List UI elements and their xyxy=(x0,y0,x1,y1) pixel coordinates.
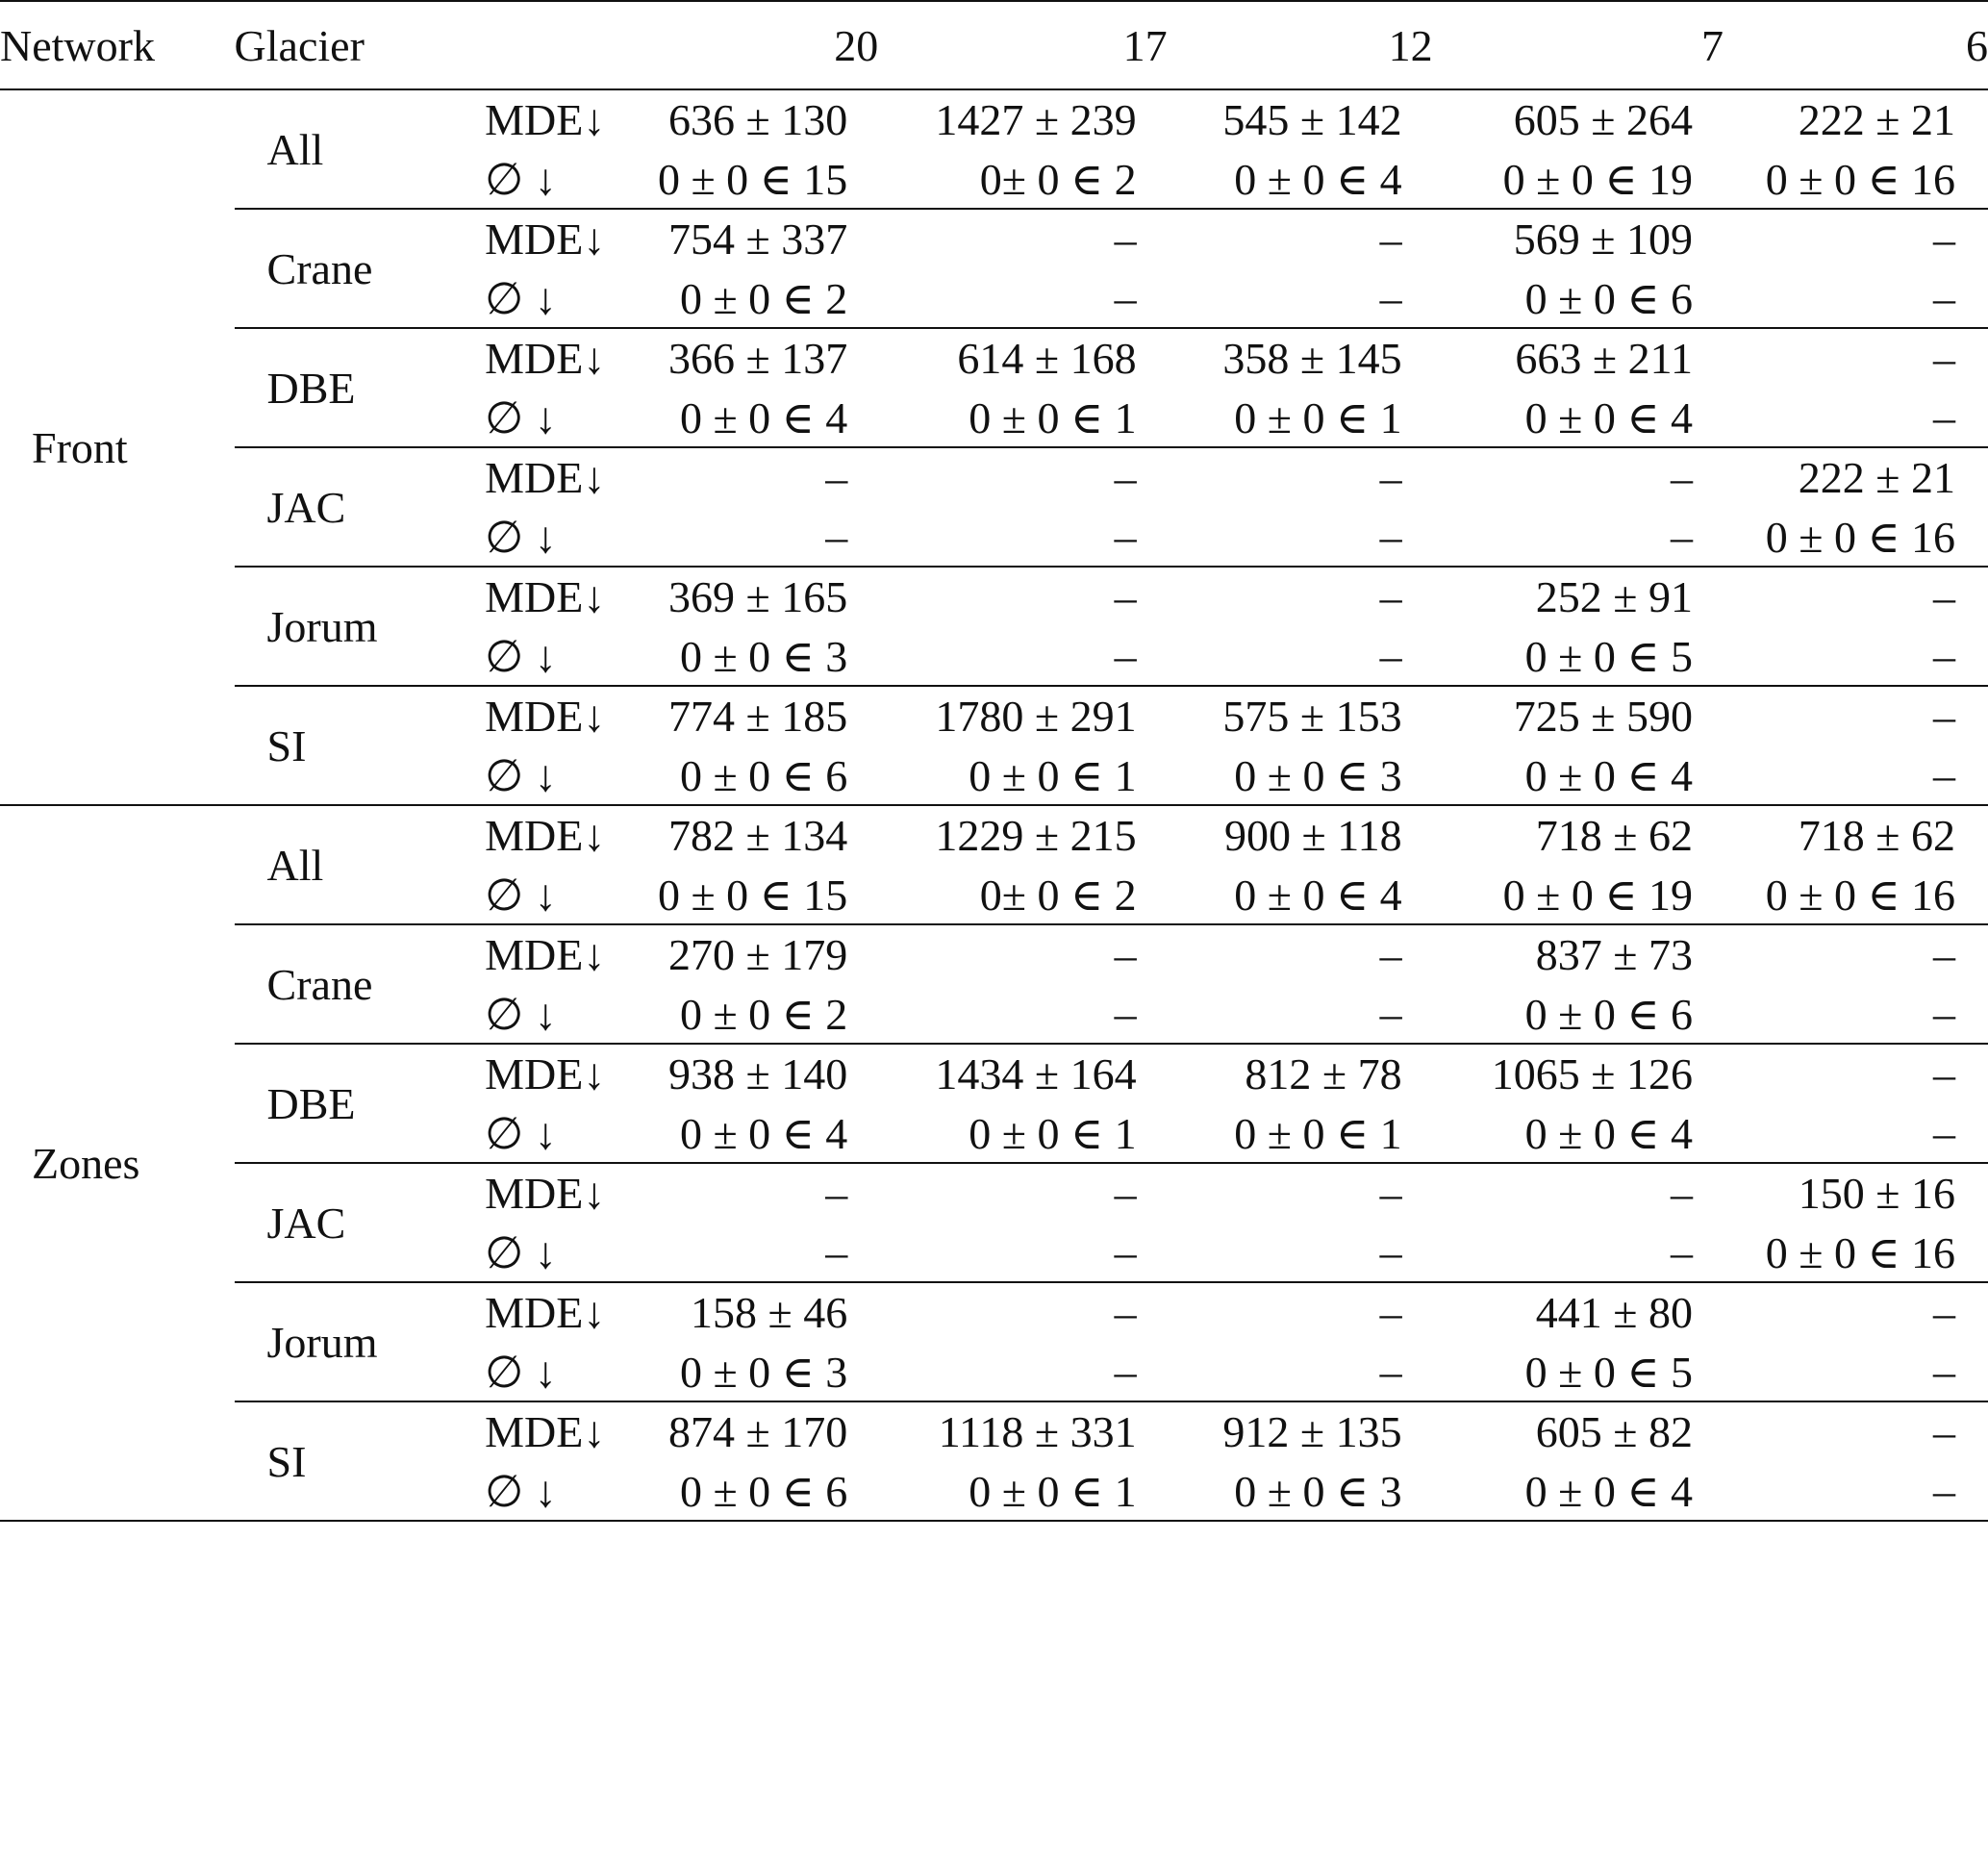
cell-empty-17: 0 ± 0 ∈ 1 xyxy=(878,388,1167,447)
table-row xyxy=(0,924,1988,984)
cell-empty-6: 0 ± 0 ∈ 16 xyxy=(1724,1223,1988,1282)
metric-mde-label: MDE↓ xyxy=(485,95,606,144)
cell-mde-20: 754 ± 337 xyxy=(667,215,848,264)
cell-mde-12: 358 ± 145 xyxy=(1222,334,1402,383)
cell-empty-7: – xyxy=(1433,1223,1724,1282)
metric-empty-label: ∅ ↓ xyxy=(473,1103,624,1163)
cell-empty-12: – xyxy=(1168,1223,1433,1282)
header-col-7: 7 xyxy=(1433,2,1724,89)
table-row xyxy=(0,447,1988,507)
metric-mde-label: MDE↓ xyxy=(485,1169,606,1218)
table-row xyxy=(0,686,1988,745)
cell-mde-20: 366 ± 137 xyxy=(667,334,848,383)
cell-mde-7: – xyxy=(1670,1169,1693,1218)
cell-mde-7: – xyxy=(1670,453,1693,502)
metric-mde-label: MDE↓ xyxy=(485,692,606,741)
cell-empty-6: – xyxy=(1724,388,1988,447)
cell-empty-7: 0 ± 0 ∈ 4 xyxy=(1433,1103,1724,1163)
cell-empty-12: 0 ± 0 ∈ 4 xyxy=(1168,149,1433,209)
cell-mde-7: 605 ± 82 xyxy=(1535,1407,1693,1456)
cell-mde-17: – xyxy=(1114,1169,1137,1218)
cell-mde-7: 441 ± 80 xyxy=(1535,1288,1693,1337)
glacier-label: SI xyxy=(235,686,474,805)
cell-empty-17: 0 ± 0 ∈ 1 xyxy=(878,1103,1167,1163)
cell-empty-17: – xyxy=(878,507,1167,567)
cell-mde-17: 1118 ± 331 xyxy=(938,1407,1137,1456)
cell-empty-12: – xyxy=(1168,626,1433,686)
cell-mde-7: 605 ± 264 xyxy=(1513,95,1693,144)
cell-mde-12: 575 ± 153 xyxy=(1222,692,1402,741)
cell-mde-7: 725 ± 590 xyxy=(1513,692,1693,741)
cell-empty-20: 0 ± 0 ∈ 2 xyxy=(624,984,878,1044)
glacier-label: Crane xyxy=(235,924,474,1044)
cell-empty-6: – xyxy=(1724,1461,1988,1521)
cell-empty-20: 0 ± 0 ∈ 15 xyxy=(624,865,878,924)
cell-mde-17: 1229 ± 215 xyxy=(935,811,1137,860)
glacier-label: JAC xyxy=(235,1163,474,1282)
cell-mde-17: 1434 ± 164 xyxy=(935,1049,1137,1098)
cell-empty-17: 0 ± 0 ∈ 1 xyxy=(878,1461,1167,1521)
network-label: Zones xyxy=(0,805,235,1521)
cell-empty-6: – xyxy=(1724,745,1988,805)
cell-mde-6: – xyxy=(1933,1288,1955,1337)
cell-empty-17: 0 ± 0 ∈ 1 xyxy=(878,745,1167,805)
cell-mde-6: – xyxy=(1933,1407,1955,1456)
cell-mde-12: 912 ± 135 xyxy=(1222,1407,1402,1456)
header-network: Network xyxy=(0,2,235,89)
glacier-label: Jorum xyxy=(235,567,474,686)
cell-empty-12: 0 ± 0 ∈ 3 xyxy=(1168,745,1433,805)
cell-empty-12: – xyxy=(1168,984,1433,1044)
cell-mde-20: 158 ± 46 xyxy=(690,1288,848,1337)
metric-mde-label: MDE↓ xyxy=(485,1288,606,1337)
cell-mde-6: – xyxy=(1933,334,1955,383)
cell-empty-7: 0 ± 0 ∈ 5 xyxy=(1433,626,1724,686)
cell-mde-12: – xyxy=(1379,1169,1402,1218)
cell-mde-6: 150 ± 16 xyxy=(1798,1169,1955,1218)
cell-empty-20: 0 ± 0 ∈ 4 xyxy=(624,1103,878,1163)
cell-empty-17: – xyxy=(878,1223,1167,1282)
cell-empty-12: 0 ± 0 ∈ 4 xyxy=(1168,865,1433,924)
cell-mde-6: 222 ± 21 xyxy=(1798,95,1955,144)
metric-mde-label: MDE↓ xyxy=(485,811,606,860)
metric-empty-label: ∅ ↓ xyxy=(473,1342,624,1401)
metric-empty-label: ∅ ↓ xyxy=(473,984,624,1044)
table-row xyxy=(0,328,1988,388)
metric-mde-label: MDE↓ xyxy=(485,930,606,979)
cell-mde-7: 837 ± 73 xyxy=(1535,930,1693,979)
cell-mde-12: – xyxy=(1379,930,1402,979)
cell-empty-20: – xyxy=(624,1223,878,1282)
network-label: Front xyxy=(0,89,235,805)
table-row xyxy=(0,1163,1988,1223)
cell-empty-6: – xyxy=(1724,626,1988,686)
cell-empty-17: – xyxy=(878,626,1167,686)
table-row xyxy=(0,567,1988,626)
cell-empty-17: – xyxy=(878,1342,1167,1401)
cell-empty-17: – xyxy=(878,984,1167,1044)
header-col-12: 12 xyxy=(1168,2,1433,89)
cell-empty-20: 0 ± 0 ∈ 4 xyxy=(624,388,878,447)
cell-empty-7: 0 ± 0 ∈ 4 xyxy=(1433,745,1724,805)
glacier-label: All xyxy=(235,805,474,924)
cell-mde-6: – xyxy=(1933,215,1955,264)
cell-mde-12: 812 ± 78 xyxy=(1245,1049,1402,1098)
glacier-label: SI xyxy=(235,1401,474,1521)
cell-mde-17: – xyxy=(1114,215,1137,264)
cell-mde-6: 222 ± 21 xyxy=(1798,453,1955,502)
glacier-label: All xyxy=(235,89,474,209)
glacier-label: DBE xyxy=(235,328,474,447)
metric-empty-label: ∅ ↓ xyxy=(473,507,624,567)
cell-mde-20: 270 ± 179 xyxy=(667,930,848,979)
cell-empty-6: – xyxy=(1724,984,1988,1044)
cell-mde-7: 718 ± 62 xyxy=(1535,811,1693,860)
cell-empty-17: 0± 0 ∈ 2 xyxy=(878,149,1167,209)
cell-empty-12: – xyxy=(1168,268,1433,328)
cell-empty-17: 0± 0 ∈ 2 xyxy=(878,865,1167,924)
cell-empty-20: 0 ± 0 ∈ 3 xyxy=(624,1342,878,1401)
metric-mde-label: MDE↓ xyxy=(485,334,606,383)
cell-empty-7: – xyxy=(1433,507,1724,567)
cell-mde-20: 782 ± 134 xyxy=(667,811,848,860)
cell-empty-12: 0 ± 0 ∈ 1 xyxy=(1168,1103,1433,1163)
header-metric-blank xyxy=(473,2,624,89)
metric-empty-label: ∅ ↓ xyxy=(473,865,624,924)
table-row xyxy=(0,1401,1988,1461)
metric-empty-label: ∅ ↓ xyxy=(473,149,624,209)
cell-empty-7: 0 ± 0 ∈ 19 xyxy=(1433,149,1724,209)
cell-empty-20: 0 ± 0 ∈ 3 xyxy=(624,626,878,686)
cell-empty-12: 0 ± 0 ∈ 1 xyxy=(1168,388,1433,447)
cell-empty-7: 0 ± 0 ∈ 6 xyxy=(1433,268,1724,328)
cell-mde-17: 1427 ± 239 xyxy=(935,95,1137,144)
metric-mde-label: MDE↓ xyxy=(485,215,606,264)
cell-empty-7: 0 ± 0 ∈ 4 xyxy=(1433,1461,1724,1521)
table-row xyxy=(0,1282,1988,1342)
cell-mde-20: 938 ± 140 xyxy=(667,1049,848,1098)
metric-mde-label: MDE↓ xyxy=(485,1407,606,1456)
cell-mde-12: – xyxy=(1379,453,1402,502)
cell-mde-17: – xyxy=(1114,453,1137,502)
cell-mde-12: – xyxy=(1379,572,1402,621)
cell-empty-20: – xyxy=(624,507,878,567)
cell-empty-17: – xyxy=(878,268,1167,328)
cell-mde-6: – xyxy=(1933,572,1955,621)
cell-mde-17: – xyxy=(1114,572,1137,621)
header-glacier: Glacier xyxy=(235,2,474,89)
cell-empty-12: – xyxy=(1168,507,1433,567)
cell-mde-20: 369 ± 165 xyxy=(667,572,848,621)
cell-mde-20: – xyxy=(825,1169,848,1218)
cell-mde-7: 252 ± 91 xyxy=(1535,572,1693,621)
cell-empty-12: 0 ± 0 ∈ 3 xyxy=(1168,1461,1433,1521)
cell-mde-17: – xyxy=(1114,930,1137,979)
metric-mde-label: MDE↓ xyxy=(485,1049,606,1098)
glacier-label: Crane xyxy=(235,209,474,328)
cell-mde-20: 636 ± 130 xyxy=(667,95,848,144)
cell-empty-6: – xyxy=(1724,1342,1988,1401)
cell-empty-7: 0 ± 0 ∈ 5 xyxy=(1433,1342,1724,1401)
metric-empty-label: ∅ ↓ xyxy=(473,268,624,328)
table-row xyxy=(0,805,1988,865)
cell-mde-7: 1065 ± 126 xyxy=(1491,1049,1693,1098)
header-col-6: 6 xyxy=(1724,2,1988,89)
metric-empty-label: ∅ ↓ xyxy=(473,745,624,805)
cell-empty-6: – xyxy=(1724,1103,1988,1163)
cell-mde-20: – xyxy=(825,453,848,502)
cell-empty-20: 0 ± 0 ∈ 6 xyxy=(624,1461,878,1521)
cell-mde-6: – xyxy=(1933,1049,1955,1098)
cell-empty-6: 0 ± 0 ∈ 16 xyxy=(1724,507,1988,567)
cell-empty-7: 0 ± 0 ∈ 4 xyxy=(1433,388,1724,447)
cell-empty-6: 0 ± 0 ∈ 16 xyxy=(1724,149,1988,209)
cell-mde-20: 774 ± 185 xyxy=(667,692,848,741)
table-row xyxy=(0,89,1988,149)
header-col-17: 17 xyxy=(878,2,1167,89)
glacier-label: DBE xyxy=(235,1044,474,1163)
cell-mde-17: 1780 ± 291 xyxy=(935,692,1137,741)
cell-empty-12: – xyxy=(1168,1342,1433,1401)
cell-mde-12: – xyxy=(1379,215,1402,264)
cell-mde-17: – xyxy=(1114,1288,1137,1337)
table-row xyxy=(0,1044,1988,1103)
cell-mde-12: 900 ± 118 xyxy=(1224,811,1402,860)
metric-empty-label: ∅ ↓ xyxy=(473,1461,624,1521)
cell-mde-6: – xyxy=(1933,930,1955,979)
cell-mde-7: 663 ± 211 xyxy=(1515,334,1693,383)
cell-empty-6: – xyxy=(1724,268,1988,328)
header-col-20: 20 xyxy=(624,2,878,89)
cell-mde-12: – xyxy=(1379,1288,1402,1337)
cell-empty-20: 0 ± 0 ∈ 15 xyxy=(624,149,878,209)
cell-empty-6: 0 ± 0 ∈ 16 xyxy=(1724,865,1988,924)
cell-empty-7: 0 ± 0 ∈ 6 xyxy=(1433,984,1724,1044)
cell-mde-12: 545 ± 142 xyxy=(1222,95,1402,144)
cell-mde-20: 874 ± 170 xyxy=(667,1407,848,1456)
cell-empty-20: 0 ± 0 ∈ 6 xyxy=(624,745,878,805)
cell-empty-20: 0 ± 0 ∈ 2 xyxy=(624,268,878,328)
cell-empty-7: 0 ± 0 ∈ 19 xyxy=(1433,865,1724,924)
cell-mde-6: 718 ± 62 xyxy=(1798,811,1955,860)
metric-mde-label: MDE↓ xyxy=(485,572,606,621)
table-row xyxy=(0,209,1988,268)
cell-mde-17: 614 ± 168 xyxy=(957,334,1137,383)
cell-mde-6: – xyxy=(1933,692,1955,741)
metric-mde-label: MDE↓ xyxy=(485,453,606,502)
metric-empty-label: ∅ ↓ xyxy=(473,388,624,447)
metric-empty-label: ∅ ↓ xyxy=(473,1223,624,1282)
glacier-label: JAC xyxy=(235,447,474,567)
header-row xyxy=(0,2,1988,89)
cell-mde-7: 569 ± 109 xyxy=(1513,215,1693,264)
glacier-label: Jorum xyxy=(235,1282,474,1401)
metric-empty-label: ∅ ↓ xyxy=(473,626,624,686)
